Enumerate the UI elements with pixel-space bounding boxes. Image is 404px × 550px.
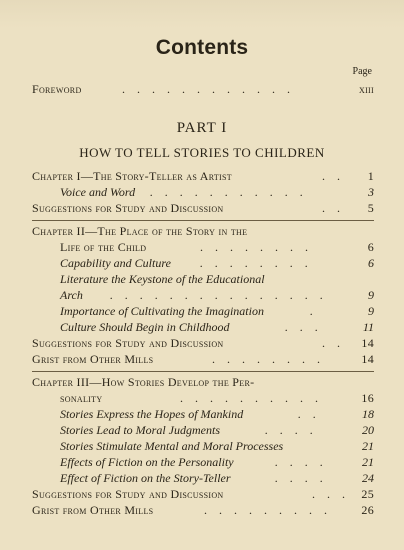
leader-dots: . . . . — [265, 423, 318, 437]
entry-label: Literature the Keystone of the Educational — [60, 272, 265, 286]
toc-entry — [60, 271, 374, 287]
leader-dots: . . . — [285, 320, 323, 334]
toc-entry — [32, 200, 374, 216]
entry-label: Culture Should Begin in Childhood — [60, 320, 230, 334]
entry-page-number: xiii — [359, 82, 374, 96]
entry-page-number: 25 — [361, 487, 374, 501]
entry-page-number: 6 — [368, 256, 374, 270]
entry-page-number: 6 — [367, 240, 374, 254]
entry-label: Stories Lead to Moral Judgments — [60, 423, 220, 437]
page-title: Contents — [155, 36, 249, 59]
toc-entry — [60, 438, 374, 454]
leader-dots: . . . . — [275, 455, 328, 469]
entry-page-number: 24 — [362, 471, 374, 485]
leader-dots: . . . . — [275, 471, 328, 485]
leader-dots: . . . . . . . . . — [204, 503, 332, 517]
toc-entry — [60, 287, 374, 303]
entry-label: Chapter I—The Story-Teller as Artist — [32, 169, 232, 183]
entry-label: Grist from Other Mills — [32, 352, 154, 366]
entry-page-number: 14 — [361, 352, 374, 366]
toc-entry — [32, 486, 374, 502]
toc-entry-foreword — [32, 81, 374, 97]
leader-dots: . . . . . . . . . . . . — [122, 82, 295, 96]
entry-page-number: 26 — [361, 503, 374, 517]
entry-label: Grist from Other Mills — [32, 503, 154, 517]
entry-page-number: 11 — [362, 320, 374, 334]
leader-dots: . . — [322, 201, 345, 215]
entry-label: Importance of Cultivating the Imagination — [60, 304, 264, 318]
entry-page-number: 21 — [362, 439, 374, 453]
toc-entry — [60, 184, 374, 200]
leader-dots: . . . . . . . . . . — [180, 391, 323, 405]
toc-entry — [32, 351, 374, 367]
divider — [32, 371, 374, 372]
entry-page-number: 9 — [368, 288, 374, 302]
entry-page-number: 16 — [361, 391, 374, 405]
leader-dots: . — [310, 304, 318, 318]
toc-entry — [60, 454, 374, 470]
toc-entry — [60, 255, 374, 271]
entry-label: sonality — [60, 391, 103, 405]
entry-label: Stories Express the Hopes of Mankind — [60, 407, 244, 421]
entry-label: Foreword — [32, 82, 82, 96]
leader-dots: . . . . . . . . — [212, 352, 325, 366]
leader-dots: . . . . . . . . — [200, 240, 313, 254]
entry-page-number: 3 — [368, 185, 374, 199]
entry-page-number: 5 — [367, 201, 374, 215]
entry-label: Suggestions for Study and Discussion — [32, 336, 224, 350]
part-heading: PART I — [176, 120, 228, 136]
page-edge-shadow — [0, 0, 404, 28]
toc-entry — [32, 168, 374, 184]
toc-entry — [60, 422, 374, 438]
entry-page-number: 21 — [362, 455, 374, 469]
toc-entry — [60, 303, 374, 319]
toc-entry — [60, 406, 374, 422]
toc-entry — [32, 223, 374, 239]
divider — [32, 220, 374, 221]
entry-label: Suggestions for Study and Discussion — [32, 201, 224, 215]
leader-dots: . . . . . . . . . . . . . . . — [110, 288, 328, 302]
part-title: HOW TO TELL STORIES TO CHILDREN — [79, 145, 325, 160]
leader-dots: . . . . . . . . . . . — [150, 185, 308, 199]
toc-entry — [60, 239, 374, 255]
entry-label: Chapter III—How Stories Develop the Per- — [32, 375, 255, 389]
page-column-label: Page — [352, 66, 372, 77]
entry-label: Chapter II—The Place of the Story in the — [32, 224, 248, 238]
entry-page-number: 1 — [367, 169, 374, 183]
entry-label: Capability and Culture — [60, 256, 171, 270]
leader-dots: . . . . . . . . — [200, 256, 313, 270]
entry-label: Suggestions for Study and Discussion — [32, 487, 224, 501]
leader-dots: . . . — [312, 487, 350, 501]
leader-dots: . . — [322, 169, 345, 183]
toc-entry — [32, 502, 374, 518]
entry-page-number: 9 — [368, 304, 374, 318]
entry-page-number: 20 — [362, 423, 374, 437]
toc-entry — [60, 470, 374, 486]
entry-label: Life of the Child — [60, 240, 147, 254]
leader-dots: . . — [322, 336, 345, 350]
entry-label: Effect of Fiction on the Story-Teller — [60, 471, 231, 485]
entry-label: Effects of Fiction on the Personality — [60, 455, 234, 469]
toc-entry — [32, 335, 374, 351]
leader-dots: . . — [298, 407, 321, 421]
toc-entry — [60, 319, 374, 335]
toc-entry — [32, 374, 374, 390]
entry-label: Arch — [60, 288, 83, 302]
entry-page-number: 18 — [362, 407, 374, 421]
entry-label: Voice and Word — [60, 185, 136, 199]
entry-page-number: 14 — [361, 336, 374, 350]
toc-entry — [60, 390, 374, 406]
entry-label: Stories Stimulate Mental and Moral Processes — [60, 439, 284, 453]
